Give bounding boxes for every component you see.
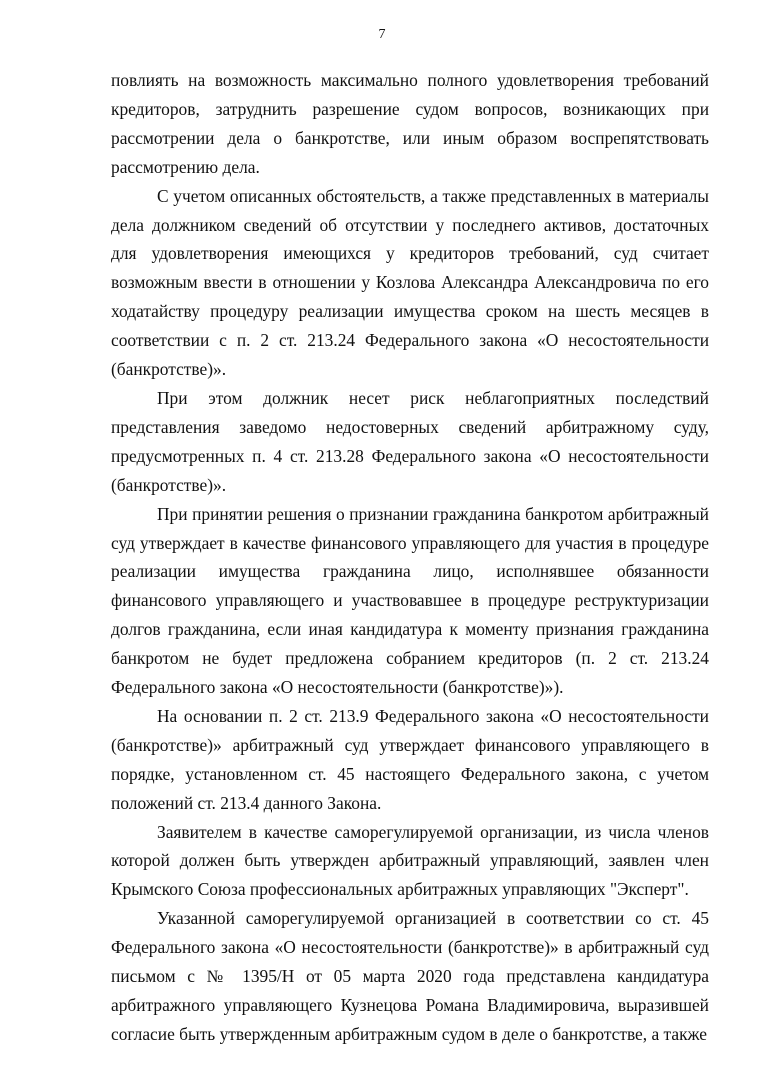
page-number: 7 <box>378 27 386 42</box>
paragraph-candidate-nomination: Указанной саморегулируемой организацией в соответствии со ст. 45 Федерального закона «О несостоятельности (банкротстве)» в арбитражный суд письмом с № 1395/Н от 05 марта 2020 года представлена кандидатура арбитражного управляющего Кузнецова Романа Владимировича, выразившей согласие быть утвержденным арбитражным судом в деле о банкротстве, а также <box>111 908 709 1044</box>
paragraph-procedure-introduction: С учетом описанных обстоятельств, а также представленных в материалы дела должником сведений об отсутствии у последнего активов, достаточных для удовлетворения имеющихся у кредиторов требований, суд считает возможным ввести в отношении у Козлова Александра Александровича по его ходатайству процедуру реализации имущества сроком на шесть месяцев в соответствии с п. 2 ст. 213.24 Федерального закона «О несостоятельности (банкротстве)». <box>111 185 709 380</box>
document-body <box>111 66 709 1049</box>
paragraph-self-regulatory-organization: Заявителем в качестве саморегулируемой организации, из числа членов которой должен быть утвержден арбитражный управляющий, заявлен член Крымского Союза профессиональных арбитражных управляющих "Эксперт". <box>111 821 709 900</box>
paragraph-financial-manager-approval: При принятии решения о признании гражданина банкротом арбитражный суд утверждает в качестве финансового управляющего для участия в процедуре реализации имущества гражданина лицо, исполнявшее обязанности финансового управляющего и участвовавшее в процедуре реструктуризации долгов гражданина, если иная кандидатура к моменту признания гражданина банкротом не будет предложена собранием кредиторов (п. 2 ст. 213.24 Федерального закона «О несостоятельности (банкротстве)»). <box>111 503 709 698</box>
paragraph-debtor-risk: При этом должник несет риск неблагоприятных последствий представления заведомо недостоверных сведений арбитражному суду, предусмотренных п. 4 ст. 213.28 Федерального закона «О несостоятельности (банкротстве)». <box>111 387 709 495</box>
paragraph-continuation: повлиять на возможность максимально полного удовлетворения требований кредиторов, затруднить разрешение судом вопросов, возникающих при рассмотрении дела о банкротстве, или иным образом воспрепятствовать рассмотрению дела. <box>111 70 709 177</box>
paragraph-legal-basis: На основании п. 2 ст. 213.9 Федерального закона «О несостоятельности (банкротстве)» арбитражный суд утверждает финансового управляющего в порядке, установленном ст. 45 настоящего Федерального закона, с учетом положений ст. 213.4 данного Закона. <box>111 705 709 813</box>
